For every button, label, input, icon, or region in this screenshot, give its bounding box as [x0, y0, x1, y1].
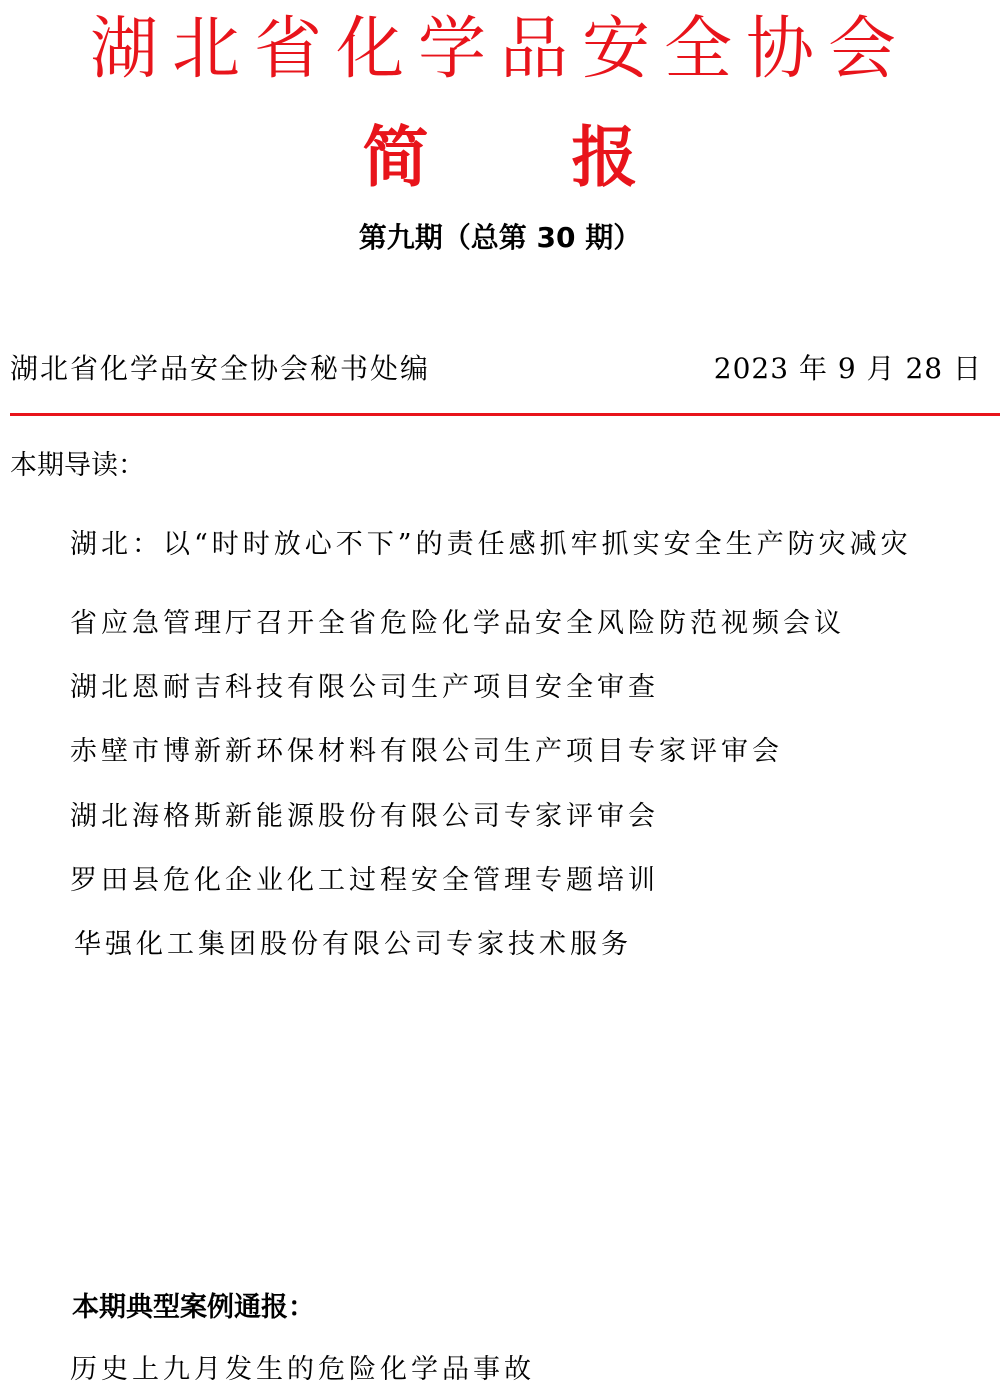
guide-item: 湖北海格斯新能源股份有限公司专家评审会 — [70, 801, 659, 832]
guide-item: 华强化工集团股份有限公司专家技术服务 — [74, 929, 632, 960]
guide-item: 赤壁市博新新环保材料有限公司生产项目专家评审会 — [70, 736, 783, 767]
issue-number: 第九期（总第 30 期） — [358, 221, 642, 254]
guide-item: 省应急管理厅召开全省危险化学品安全风险防范视频会议 — [70, 608, 845, 639]
bulletin-title: 简 报 — [362, 119, 698, 196]
case-item: 历史上九月发生的危险化学品事故 — [70, 1354, 535, 1385]
red-divider — [10, 413, 1000, 416]
guide-item: 湖北：以“时时放心不下”的责任感抓牢抓实安全生产防灾减灾 — [70, 529, 912, 560]
guide-label: 本期导读： — [10, 450, 145, 481]
guide-item: 湖北恩耐吉科技有限公司生产项目安全审查 — [70, 672, 659, 703]
organization-title: 湖北省化学品安全协会 — [89, 10, 910, 89]
cases-label: 本期典型案例通报： — [72, 1292, 315, 1323]
publish-date: 2023 年 9 月 28 日 — [713, 352, 982, 385]
editor-line: 湖北省化学品安全协会秘书处编 — [10, 352, 431, 385]
guide-item: 罗田县危化企业化工过程安全管理专题培训 — [70, 865, 659, 896]
